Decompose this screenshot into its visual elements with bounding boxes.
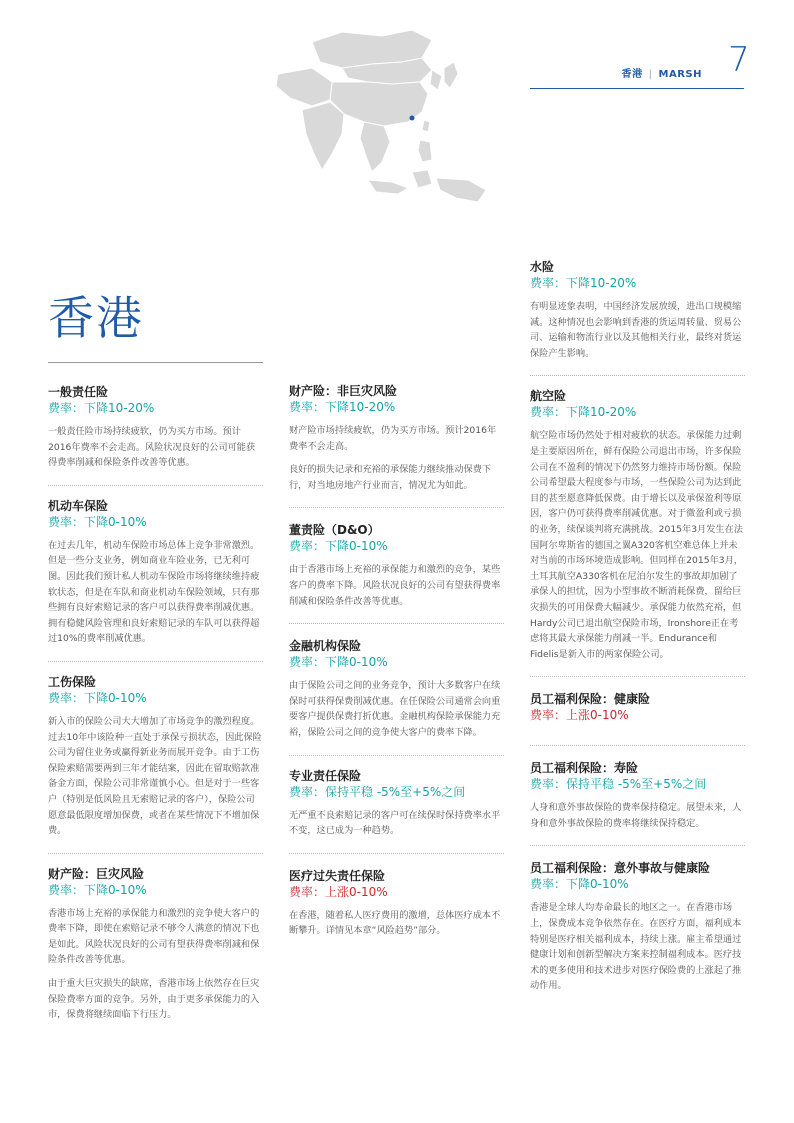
- section-body: 良好的损失记录和充裕的承保能力继续推动保费下行，对当地房地产行业而言，情况尤为如此。: [289, 464, 492, 491]
- section-body: 由于香港市场上充裕的承保能力和激烈的竞争，某些客户的费率下降。风险状况良好的公司有望获得费率削减和保险条件改善等优惠。: [289, 564, 501, 607]
- rate-change: 费率：上涨0-10%: [289, 884, 388, 899]
- rate-change: 费率：下降0-10%: [48, 690, 147, 705]
- section-body: 香港市场上充裕的承保能力和激烈的竞争使大客户的费率下降，即使在索赔记录不够令人满意的情况下也是如此。风险状况良好的公司有望获得费率削减和保险条件改善等优惠。: [48, 907, 260, 966]
- insurance-section: [48, 853, 263, 1037]
- column-1: [48, 384, 263, 1037]
- insurance-section: [289, 755, 504, 853]
- rate-change: 费率：下降0-10%: [289, 655, 388, 670]
- insurance-section: [530, 676, 745, 745]
- page-title: 香港: [48, 291, 144, 345]
- section-title: 员工福利保险：意外事故与健康险: [530, 861, 711, 876]
- rate-change: 费率：下降10-20%: [48, 401, 155, 415]
- section-title: 工伤保险: [48, 674, 97, 689]
- section-title: 医疗过失责任保险: [289, 868, 386, 883]
- asia-map-icon: [272, 22, 504, 218]
- header-region: 香港: [621, 69, 643, 80]
- section-title: 水险: [530, 260, 555, 274]
- section-title: 专业责任保险: [289, 768, 362, 783]
- section-body: 由于重大巨灾损失的缺席，香港市场上依然存在巨灾保险费率方面的竞争。另外，由于更多承保能力的入市，保费将继续面临下行压力。: [48, 978, 260, 1021]
- rate-change: 费率：保持平稳 -5%至+5%之间: [289, 784, 466, 799]
- page-number: 7: [728, 40, 750, 80]
- title-divider: [48, 362, 263, 363]
- rate-change: 费率：下降10-20%: [530, 276, 637, 290]
- insurance-section: [289, 507, 504, 623]
- section-title: 航空险: [530, 389, 567, 404]
- rate-change: 费率：下降10-20%: [289, 400, 396, 414]
- header-divider: [530, 88, 744, 89]
- insurance-section: [530, 845, 745, 1008]
- header-brand-name: MARSH: [658, 69, 702, 80]
- section-body: 有明显迹象表明，中国经济发展放缓，进出口规模缩减。这种情况也会影响到香港的货运周转量、贸易公司、运输和物流行业以及其他相关行业，最终对货运保险产生影响。: [530, 301, 742, 359]
- rate-change: 费率：下降0-10%: [48, 514, 147, 529]
- insurance-section: [289, 853, 504, 953]
- rate-change: 费率：下降0-10%: [289, 539, 388, 554]
- section-title: 金融机构保险: [289, 639, 362, 654]
- section-title: 财产险：非巨灾风险: [289, 384, 398, 398]
- insurance-section: [48, 485, 263, 661]
- rate-change: 费率：下降10-20%: [530, 405, 637, 420]
- section-body: 一般责任险市场持续疲软，仍为买方市场。预计2016年费率不会走高。风险状况良好的公司可能获得费率削减和保险条件改善等优惠。: [48, 426, 256, 469]
- insurance-section: [530, 745, 745, 845]
- section-title: 员工福利保险：寿险: [530, 761, 639, 776]
- insurance-section: [48, 661, 263, 853]
- insurance-section: [530, 375, 745, 676]
- section-title: 机动车保险: [48, 498, 109, 513]
- insurance-section: [48, 384, 263, 485]
- section-body: 航空险市场仍然处于相对疲软的状态。承保能力过剩是主要原因所在，鲜有保险公司退出市场，许多保险公司在不盈利的情况下仍然努力维持市场份额。保险公司希望最大程度参与市场，一些保险公司为达到此目的甚至愿意降低保费。由于增长以及承保盈利等原因，客户仍可获得费率削减优惠。对于微盈利或亏损的业务，续保谈判将充满挑战。2015年3月发生在法国阿尔卑斯省的德国之翼A320客机空难总体上并未对当前的市场环境造成影响。但同样在2015年3月，土耳其航空A330客机在尼泊尔发生的事故却加剧了承保人的担忧，因为小型事故不断消耗保费，留给巨灾损失的可用保费大幅减少。承保能力依然充裕，但Hardy公司已退出航空保险市场，Ironshore正在考虑将其最大承保能力削减一半。Endurance和Fidelis是新入市的两家保险公司。: [530, 430, 743, 660]
- section-body: 在香港，随着私人医疗费用的激增，总体医疗成本不断攀升。详情见本章“风险趋势”部分。: [289, 909, 501, 937]
- header-brand: [622, 65, 702, 80]
- insurance-section: [289, 383, 504, 507]
- section-title: 董责险（D&O）: [289, 523, 380, 538]
- section-title: 员工福利保险：健康险: [530, 692, 651, 707]
- section-body: 在过去几年，机动车保险市场总体上竞争非常激烈。但是一些分支业务，例如商业车险业务，已无利可图。因此我们预计私人机动车保险市场将继续维持疲软状态，但是在车队和商业机动车保险领域，只有那些拥有良好索赔记录的客户可以获得费率削减优惠。拥有稳健风险管理和良好索赔记录的车队可以获得超过10%的费率削减优惠。: [48, 539, 260, 645]
- column-3: [530, 259, 745, 1008]
- section-body: 香港是全球人均寿命最长的地区之一。在香港市场上，保费成本竞争依然存在。在医疗方面，福利成本特别是医疗相关福利成本，持续上涨。雇主希望通过健康计划和创新型解决方案来控制福利成本。医疗技术的更多使用和技术进步对医疗保险费的上涨起了推动作用。: [530, 902, 742, 992]
- column-2: [289, 383, 504, 953]
- insurance-section: [289, 623, 504, 754]
- section-body: 新入市的保险公司大大增加了市场竞争的激烈程度。过去10年中该险种一直处于承保亏损状态，因此保险公司为留住业务或赢得新业务而展开竞争。由于工伤保险索赔需要两到三年才能结案，因此在留取赔款准备金方面，保险公司非常谨慎小心。但是对于一些客户（特别是低风险且无索赔记录的客户），保险公司愿意最低限度增加保费，或者在某些情况下不增加保费。: [48, 715, 262, 837]
- rate-change: 费率：下降0-10%: [48, 882, 147, 897]
- insurance-section: [530, 259, 745, 375]
- section-body: 无严重不良索赔记录的客户可在续保时保持费率水平不变，这已成为一种趋势。: [289, 809, 501, 837]
- section-title: 财产险：巨灾风险: [48, 866, 145, 881]
- rate-change: 费率：下降0-10%: [530, 877, 629, 892]
- section-body: 由于保险公司之间的业务竞争，预计大多数客户在续保时可获得保费削减优惠。在任保险公司通常会向重要客户提供保费打折优惠。金融机构保险承保能力充裕，保险公司之间的竞争使大客户的费率下降。: [289, 680, 501, 738]
- header-separator: |: [648, 69, 653, 80]
- rate-change: 费率：保持平稳 -5%至+5%之间: [530, 777, 707, 792]
- rate-change: 费率：上涨0-10%: [530, 708, 629, 723]
- section-body: 财产险市场持续疲软，仍为买方市场。预计2016年费率不会走高。: [289, 425, 497, 452]
- section-title: 一般责任险: [48, 385, 109, 399]
- section-body: 人身和意外事故保险的费率保持稳定。展望未来，人身和意外事故保险的费率将继续保持稳定。: [530, 802, 742, 829]
